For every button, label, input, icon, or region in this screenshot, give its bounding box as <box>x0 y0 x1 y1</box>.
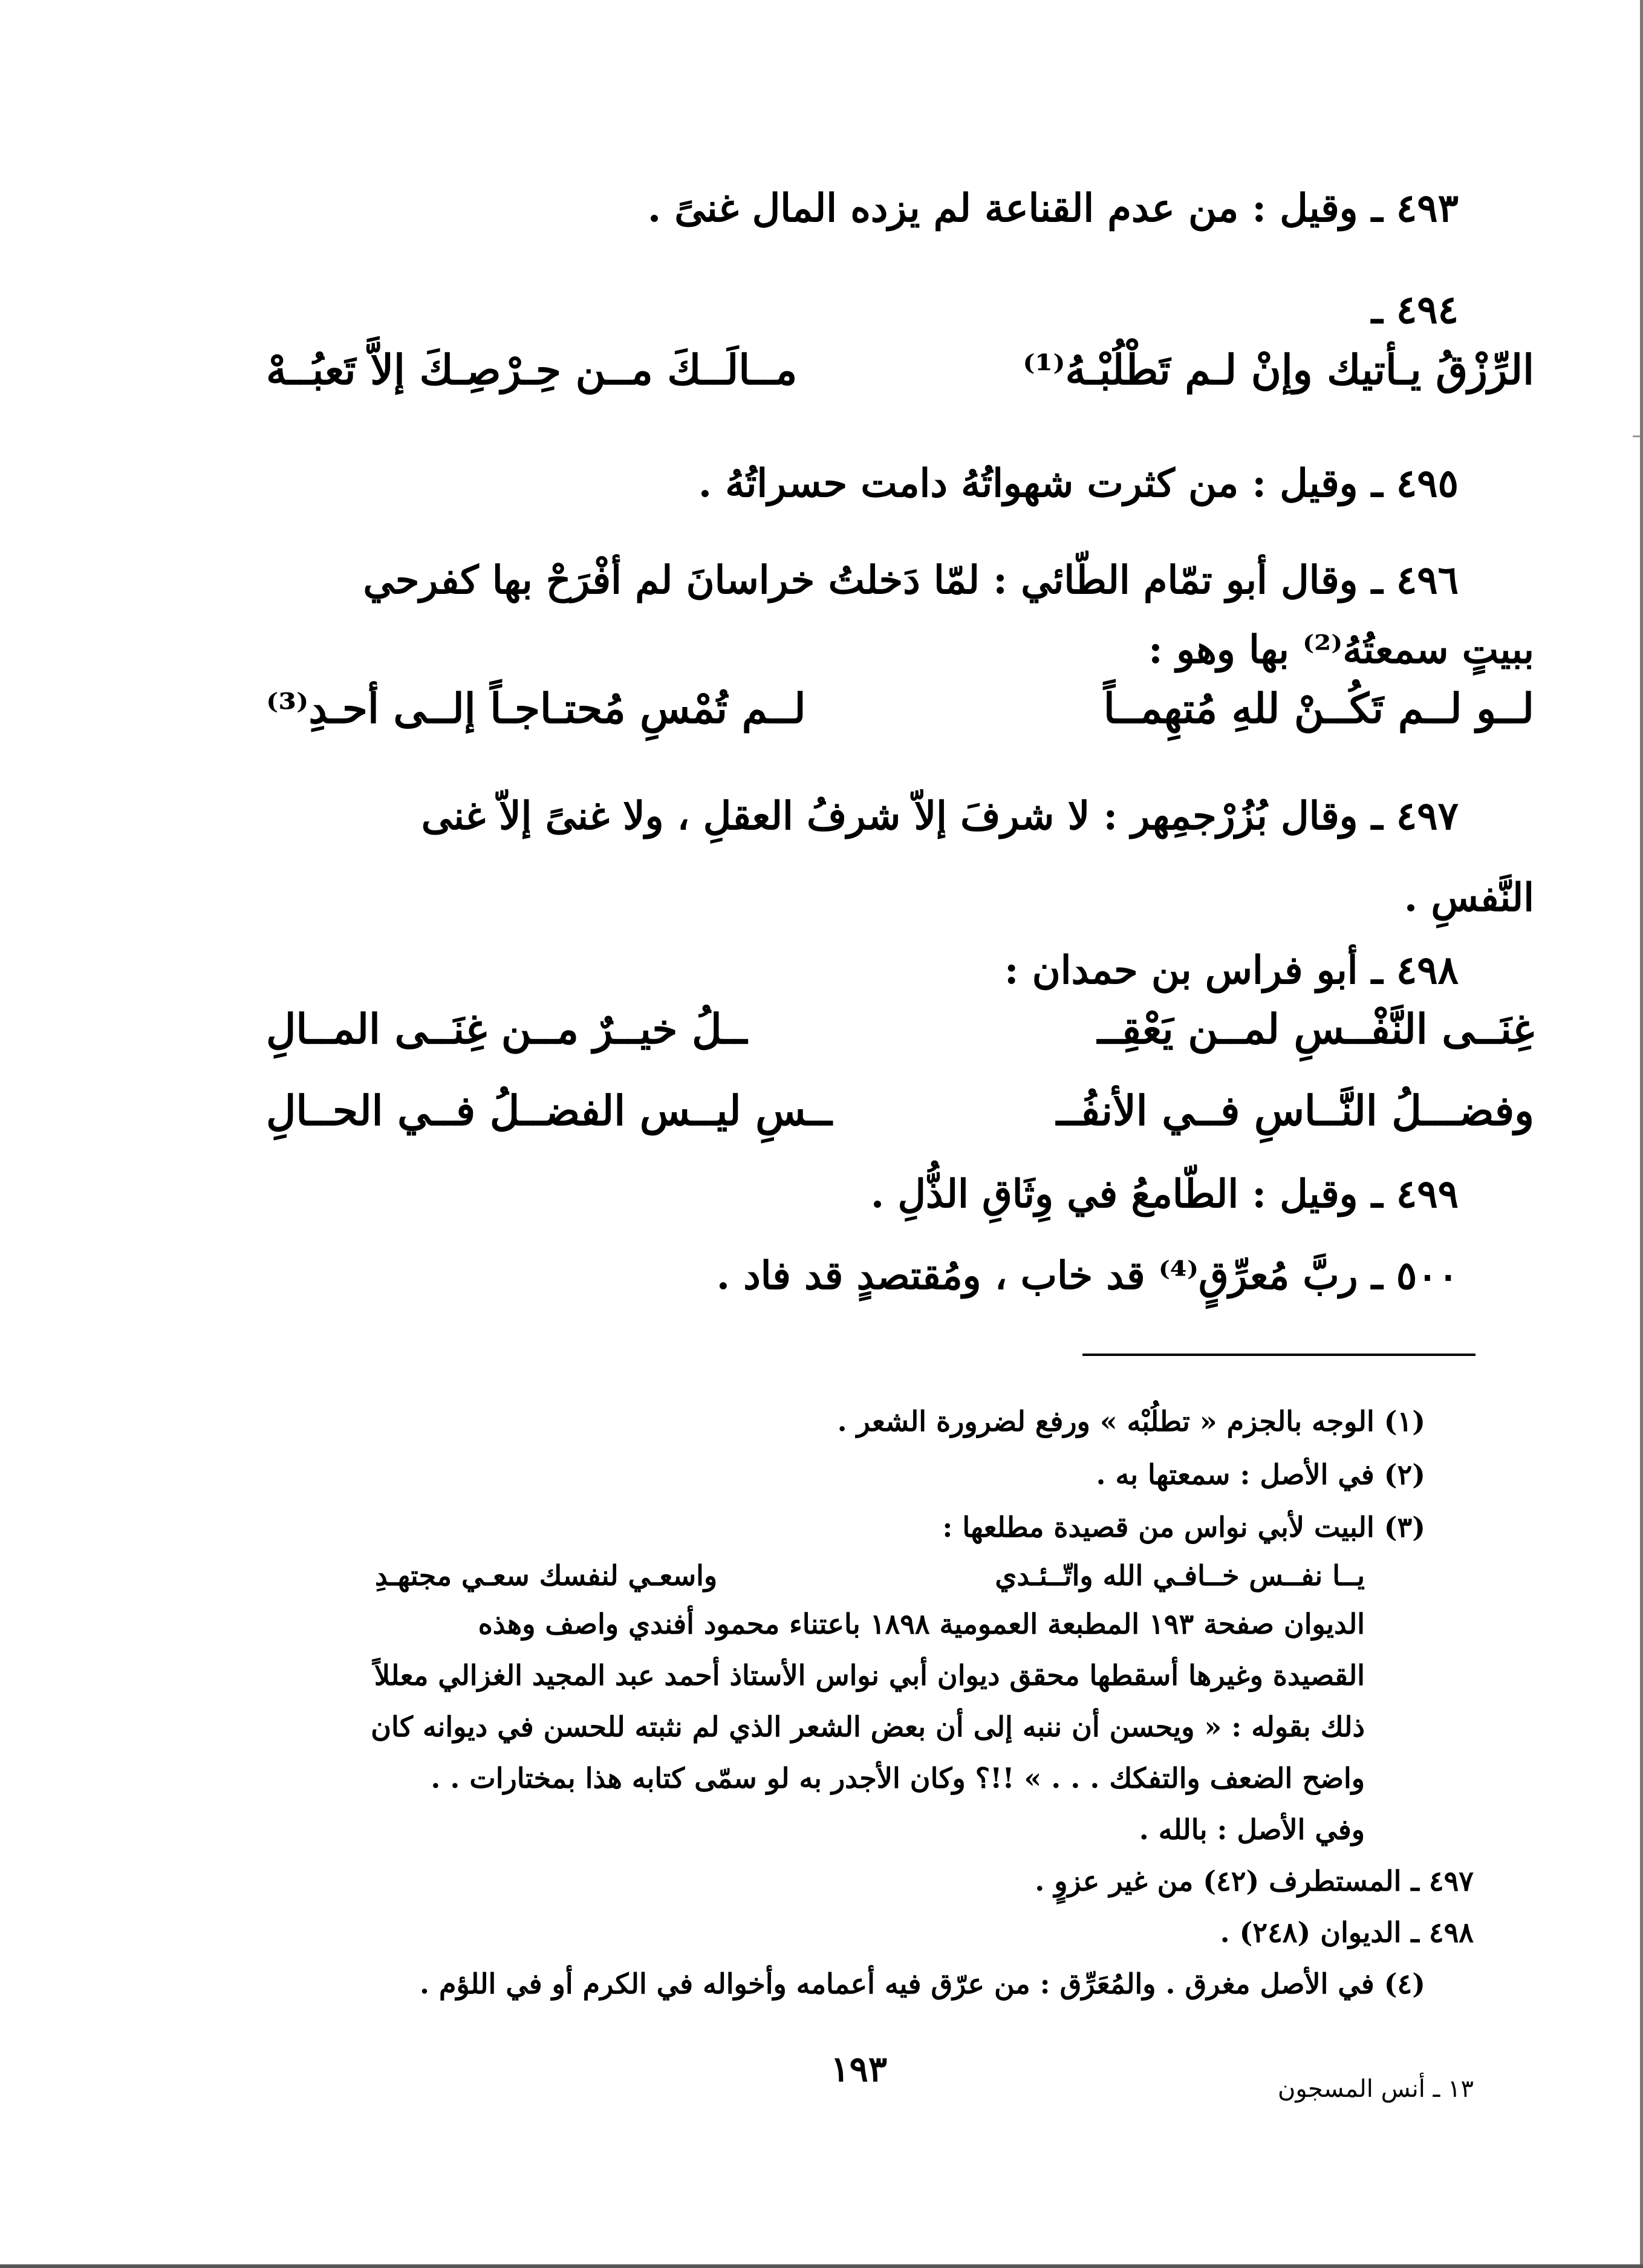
verse-hemistich-left: مــالَــكَ مــن حِـرْصِـكَ إلاَّ تَعبُــهْ <box>266 346 798 394</box>
entry-498-verse-1 <box>266 1007 1534 1064</box>
footnote-4: (٤) في الأصل مغرق . والمُعَرِّق : من عرّق فيه أعمامه وأخواله في الكرم أو في اللؤم . <box>420 1967 1425 2000</box>
scan-edge-bottom <box>0 2264 1643 2268</box>
entry-500: ٥٠٠ ـ ربَّ مُعرِّقٍ⁽⁴⁾ قد خاب ، ومُقتصدٍ قد فاد . <box>716 1253 1459 1299</box>
verse-hemistich-right: يــا نفــس خــافـي الله واتّــئـدي <box>995 1559 1365 1592</box>
entry-498: ٤٩٨ ـ أبو فراس بن حمدان : <box>1004 948 1459 993</box>
entry-496-line2: ببيتٍ سمعتُهُ⁽²⁾ بها وهو : <box>1148 627 1534 673</box>
footnote-3-verse <box>375 1559 1365 1602</box>
verse-hemistich-left: لــم تُمْسِ مُحتـاجـاً إلــى أحـدِ⁽³⁾ <box>266 685 806 733</box>
entry-497-line2: النَّفسِ . <box>1404 875 1534 921</box>
verse-hemistich-left: واسعـي لنفسك سعـي مجتهـدِ <box>375 1559 718 1592</box>
entry-493: ٤٩٣ ـ وقيل : من عدم القناعة لم يزده المال غنىً . <box>647 186 1459 231</box>
entry-495: ٤٩٥ ـ وقيل : من كثرت شهواتُهُ دامت حسراتُهُ . <box>698 461 1459 506</box>
footnote-3-line-4: واضح الضعف والتفكك . . . » !!؟ وكان الأجدر به لو سمّى كتابه هذا بمختارات . . <box>431 1762 1365 1794</box>
page-number: ١٩٣ <box>830 2048 887 2090</box>
footnote-1: (١) الوجه بالجزم « تطلُبْه » ورفع لضرورة الشعر . <box>837 1405 1425 1438</box>
signature-mark: ١٣ ـ أنس المسجون <box>1277 2075 1474 2103</box>
footnote-3-line-1: الديوان صفحة ١٩٣ المطبعة العمومية ١٨٩٨ باعتناء محمود أفندي واصف وهذه <box>478 1608 1365 1640</box>
verse-hemistich-left: ــسِ ليــس الفضــلُ فــي الحــالِ <box>266 1087 832 1135</box>
entry-494-verse <box>266 348 1534 405</box>
entry-494-number: ٤٩٤ ـ <box>1371 287 1459 333</box>
footnote-separator <box>1082 1354 1475 1356</box>
source-note-498: ٤٩٨ ـ الديوان (٢٤٨) . <box>1220 1916 1474 1949</box>
entry-497-line1: ٤٩٧ ـ وقال بُزُرْجمِهر : لا شرفَ إلاّ شرفُ العقلِ ، ولا غنىً إلاّ غنى <box>421 793 1459 839</box>
verse-hemistich-right: وفضـــلُ النَّــاسِ فــي الأنفُــ <box>1056 1087 1534 1135</box>
footnote-3-line-5: وفي الأصل : بالله . <box>1139 1813 1365 1846</box>
footnote-3-line-3: ذلك بقوله : « ويحسن أن ننبه إلى أن بعض الشعر الذي لم نثبته للحسن في ديوانه كان <box>371 1710 1365 1743</box>
source-note-497: ٤٩٧ ـ المستطرف (٤٢) من غير عزوٍ . <box>1035 1865 1474 1897</box>
footnote-3-line-2: القصيدة وغيرها أسقطها محقق ديوان أبي نواس الأستاذ أحمد عبد المجيد الغزالي معللاً <box>374 1659 1365 1692</box>
verse-hemistich-right: غِنَــى النَّفْــسِ لمــن يَعْقِــ <box>1097 1005 1534 1054</box>
scan-edge-right <box>1640 0 1643 2268</box>
entry-496-line1: ٤٩٦ ـ وقال أبو تمّام الطّائي : لمّا دَخلتُ خراسانَ لم أفْرَحْ بها كفرحي <box>363 558 1459 603</box>
verse-hemistich-right: لــو لــم تَكُــنْ للهِ مُتهِمــاً <box>1103 685 1534 733</box>
entry-499: ٤٩٩ ـ وقيل : الطّامعُ في وِثَاقِ الذُّلِ . <box>870 1171 1459 1217</box>
entry-496-verse <box>266 686 1534 744</box>
verse-hemistich-right: الرِّزْقُ يـأتيك وإنْ لـم تَطْلُبْـهُ⁽¹⁾ <box>1023 346 1534 394</box>
footnote-2: (٢) في الأصل : سمعتها به . <box>1096 1458 1425 1491</box>
verse-hemistich-left: ــلُ خيــرٌ مــن غِنَــى المــالِ <box>266 1005 747 1054</box>
entry-498-verse-2 <box>266 1089 1534 1146</box>
footnote-3-intro: (٣) البيت لأبي نواس من قصيدة مطلعها : <box>942 1511 1425 1543</box>
